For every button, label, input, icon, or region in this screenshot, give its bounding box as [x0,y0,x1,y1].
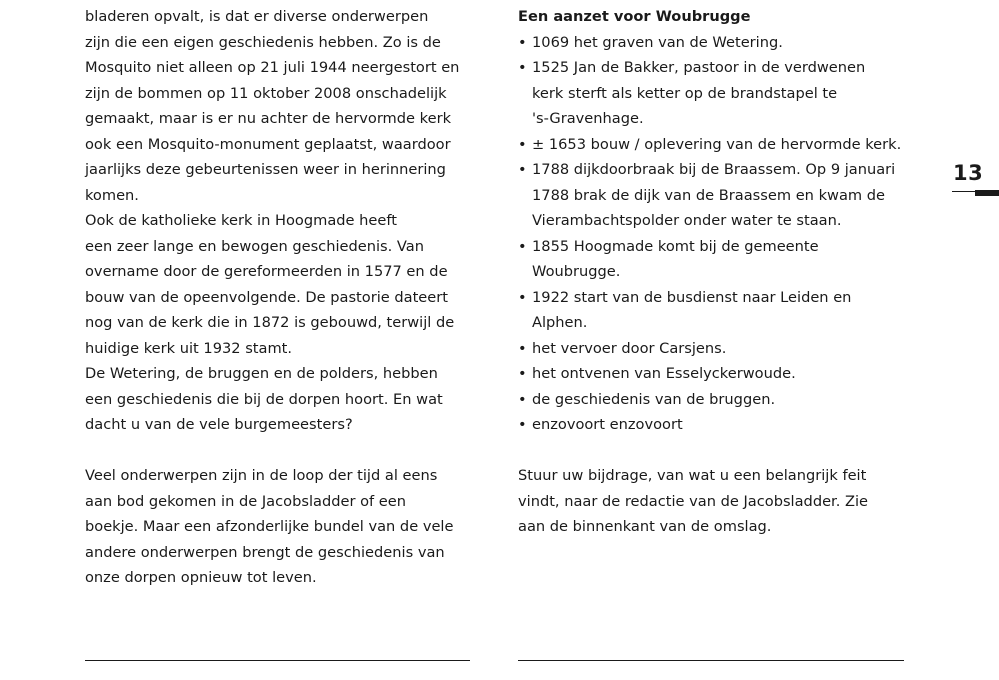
bullet-text: ± 1653 bouw / oplevering van de hervormde kerk. [532,135,902,153]
text-line: dacht u van de vele burgemeesters? [85,416,353,433]
bullet-item [518,336,918,362]
bullet-dot: • [518,390,527,408]
bullet-first-line [518,157,918,183]
text-line: andere onderwerpen brengt de geschiedenis van [85,543,445,561]
paragraph-gap [518,438,918,464]
text-line: vindt, naar de redactie van de Jacobsladder. Zie [518,492,869,510]
bullet-text: 1788 brak de dijk van de Braassem en kwam de [532,186,886,204]
text-line: Veel onderwerpen zijn in de loop der tijd al eens [85,467,438,484]
bullet-item [518,157,918,234]
text-line: ook een Mosquito-monument geplaatst, waardoor [85,135,451,153]
bullet-dot: • [518,288,527,306]
bullet-item [518,30,918,56]
text-line: Ook de katholieke kerk in Hoogmade heeft [85,212,397,229]
bullet-item [518,55,918,132]
bullet-first-line [518,285,918,311]
footer-rule-left [85,660,470,661]
bullet-text: enzovoort enzovoort [532,416,683,433]
text-line: aan bod gekomen in de Jacobsladder of een [85,492,406,510]
bullet-first-line [518,336,918,362]
bullet-continuation-line [518,310,918,336]
text-line: De Wetering, de bruggen en de polders, hebben [85,365,438,382]
bullet-item [518,387,918,413]
bullet-dot: • [518,365,527,382]
bullet-first-line [518,361,918,387]
text-line: bouw van de opeenvolgende. De pastorie dateert [85,288,448,306]
bullet-item [518,234,918,285]
left-paragraph-2 [85,463,475,591]
bullet-continuation-line [518,183,918,209]
closing-paragraph [518,463,918,540]
bullet-first-line [518,132,918,158]
text-line: Stuur uw bijdrage, van wat u een belangrijk feit [518,467,867,484]
bullet-text: 1069 het graven van de Wetering. [532,33,783,51]
text-line: onze dorpen opnieuw tot leven. [85,569,317,586]
page-number: 13 [953,161,984,185]
text-line: zijn de bommen op 11 oktober 2008 onschadelijk [85,84,447,102]
section-heading: Een aanzet voor Woubrugge [518,8,751,25]
footer-rule-right [518,660,904,661]
bullet-dot: • [518,135,527,153]
bullet-text: 1525 Jan de Bakker, pastoor in de verdwenen [532,59,866,76]
bullet-text: het vervoer door Carsjens. [532,339,727,357]
bullet-text: 1922 start van de busdienst naar Leiden en [532,288,852,306]
text-line: nog van de kerk die in 1872 is gebouwd, terwijl de [85,314,455,331]
text-line: huidige kerk uit 1932 stamt. [85,339,293,357]
bullet-continuation-line [518,81,918,107]
bullet-item [518,361,918,387]
text-line: boekje. Maar een afzonderlijke bundel van de vele [85,518,454,535]
right-column [518,4,918,540]
bullet-continuation-line [518,106,918,132]
bullet-list [518,30,918,438]
bullet-continuation-line [518,208,918,234]
bullet-item [518,132,918,158]
bullet-text: het ontvenen van Esselyckerwoude. [532,365,796,382]
bullet-text: 1855 Hoogmade komt bij de gemeente [532,237,819,255]
text-line: overname door de gereformeerden in 1577 en de [85,263,448,280]
left-paragraph-1 [85,4,475,438]
bullet-text: 's-Gravenhage. [532,110,644,127]
bullet-item [518,412,918,438]
text-line: gemaakt, maar is er nu achter de hervormde kerk [85,110,452,127]
bullet-dot: • [518,59,527,76]
bullet-first-line [518,55,918,81]
bullet-first-line [518,30,918,56]
bullet-text: Woubrugge. [532,263,621,280]
text-line: Mosquito niet alleen op 21 juli 1944 neergestort en [85,59,460,76]
bullet-continuation-line [518,259,918,285]
text-line: komen. [85,186,139,204]
text-line: jaarlijks deze gebeurtenissen weer in herinnering [85,161,446,178]
bullet-text: Vierambachtspolder onder water te staan. [532,212,842,229]
bullet-dot: • [518,33,527,51]
bullet-dot: • [518,416,527,433]
bullet-dot: • [518,339,527,357]
text-line: zijn die een eigen geschiedenis hebben. Zo is de [85,33,441,51]
bullet-text: 1788 dijkdoorbraak bij de Braassem. Op 9 januari [532,161,896,178]
bullet-first-line [518,412,918,438]
text-line: bladeren opvalt, is dat er diverse onderwerpen [85,8,429,25]
bullet-item [518,285,918,336]
bullet-text: Alphen. [532,314,588,331]
bullet-first-line [518,387,918,413]
page-tab-line [952,191,976,192]
bullet-dot: • [518,161,527,178]
page-tab-marker [975,190,999,196]
text-line: een geschiedenis die bij de dorpen hoort. En wat [85,390,443,408]
left-column [85,4,475,591]
paragraph-gap [85,438,475,464]
text-line: aan de binnenkant van de omslag. [518,518,772,535]
bullet-first-line [518,234,918,260]
bullet-dot: • [518,237,527,255]
bullet-text: de geschiedenis van de bruggen. [532,390,776,408]
bullet-text: kerk sterft als ketter op de brandstapel te [532,84,838,102]
text-line: een zeer lange en bewogen geschiedenis. Van [85,237,424,255]
